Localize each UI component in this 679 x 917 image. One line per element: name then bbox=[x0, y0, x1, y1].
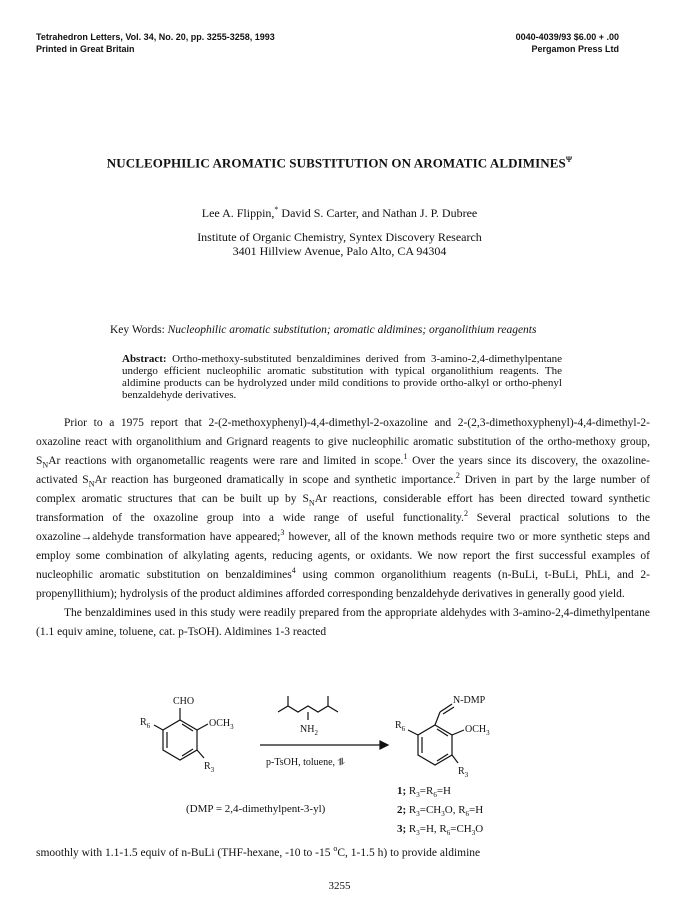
r6-letter: R bbox=[140, 717, 147, 728]
p1-seg: Ar reactions, considerable effort has been directed toward synthetic transformation of the oxazoline group into a wide range of useful functionality. bbox=[36, 493, 651, 524]
nh2-sub: 2 bbox=[314, 729, 318, 737]
publisher-header bbox=[516, 31, 619, 55]
compound-num: 1; bbox=[397, 785, 407, 797]
degree-mark: o bbox=[333, 844, 338, 853]
paragraph-1 bbox=[36, 414, 650, 604]
affiliation-line-1: Institute of Organic Chemistry, Syntex Discovery Research bbox=[197, 230, 482, 244]
p1-sub: N bbox=[88, 479, 95, 489]
body-last-line bbox=[36, 844, 650, 859]
p1-sub: N bbox=[42, 460, 49, 470]
reactant-benzene-ring bbox=[154, 708, 208, 760]
price-code: 0040-4039/93 $6.00 + .00 bbox=[515, 32, 619, 42]
p1-seg: Over the years since its discovery, the oxazoline-activated S bbox=[36, 455, 650, 486]
affiliation-line-2: 3401 Hillview Avenue, Palo Alto, CA 94304 bbox=[232, 244, 447, 258]
compound-subst: $R_3=H$, $R_6=CH_3O$ bbox=[408, 823, 484, 838]
nh2-text: NH bbox=[300, 724, 315, 735]
reactant-cho-label: CHO bbox=[173, 696, 195, 707]
och3-text: OCH bbox=[465, 724, 487, 735]
r6-sub: 6 bbox=[401, 725, 406, 733]
compound-num: 3; bbox=[397, 823, 407, 836]
r6-sub: 6 bbox=[146, 722, 151, 730]
p1-sub: N bbox=[308, 498, 315, 508]
printed-in: Printed in Great Britain bbox=[36, 44, 135, 54]
reaction-conditions: p-TsOH, toluene, ⥮ bbox=[266, 757, 345, 768]
page-number: 3255 bbox=[328, 880, 351, 892]
keywords-label: Key Words: bbox=[110, 324, 165, 336]
p1-seg: however, all of the known methods require two or more synthetic steps and employ some combination of alkylating agents, reducing agents, or oxidants. We now report the first successful examples of nucleophilic aromatic substitution on benzaldimines bbox=[36, 531, 650, 581]
compound-subst: $R_3=CH_3O$, $R_6=H$ bbox=[408, 804, 484, 819]
amine-skeleton bbox=[278, 696, 338, 720]
author-rest: David S. Carter, and Nathan J. P. Dubree bbox=[281, 206, 478, 220]
p1-seg: Ar reactions with organometallic reagents were rare and limited in scope. bbox=[48, 455, 404, 467]
compound-1 bbox=[397, 784, 483, 803]
affiliation bbox=[0, 230, 679, 258]
compound-num: 2; bbox=[397, 804, 407, 817]
compound-subst: $R_3=R_6=H$ bbox=[408, 785, 451, 800]
ref-mark: 2 bbox=[463, 509, 468, 519]
title-text: NUCLEOPHILIC AROMATIC SUBSTITUTION ON AROMATIC ALDIMINES bbox=[106, 155, 566, 171]
reaction-arrow bbox=[260, 741, 388, 749]
ref-mark: 1 bbox=[403, 452, 408, 462]
p1-seg: Several practical solutions to the oxazoline→aldehyde transformation have appeared; bbox=[36, 512, 650, 543]
p1-seg: Prior to a 1975 report that 2-(2-methoxyphenyl)-4,4-dimethyl-2-oxazoline and 2-(2,3-dimethoxyphenyl)-4,4-dimethyl-2-oxazoline react with organolithium and Grignard reagents to give nucleophilic aromatic substitution of the ortho-methoxy group, S bbox=[36, 417, 650, 467]
p1-seg: Driven in part by the large number of complex aromatic structures that can be built up by S bbox=[36, 474, 651, 505]
product-och3-label bbox=[465, 724, 490, 737]
keywords bbox=[110, 324, 630, 336]
author-first: Lee A. Flippin, bbox=[201, 206, 275, 220]
last-line-seg: smoothly with 1.1-1.5 equiv of n-BuLi (THF-hexane, -10 to -15 bbox=[36, 846, 334, 859]
abstract-text: Ortho-methoxy-substituted benzaldimines derived from 3-amino-2,4-dimethylpentane undergo efficient nucleophilic aromatic substitution with typical organolithium reagents. The aldimine products can be hydrolyzed under mild conditions to provide ortho-alkyl or ortho-phenyl benzaldehyde derivatives. bbox=[122, 353, 563, 401]
ref-mark: 2 bbox=[455, 471, 460, 481]
ref-mark: 3 bbox=[280, 528, 285, 538]
corresponding-mark: * bbox=[274, 205, 279, 214]
r3-sub: 3 bbox=[464, 771, 469, 779]
p1-seg: Ar reaction has burgeoned dramatically in scope and synthetic importance. bbox=[94, 474, 456, 486]
r3-letter: R bbox=[204, 761, 211, 772]
och3-sub: 3 bbox=[230, 723, 234, 731]
product-r3-label bbox=[458, 766, 469, 779]
r3-sub: 3 bbox=[210, 766, 215, 774]
och3-sub: 3 bbox=[486, 729, 490, 737]
reactant-och3-label bbox=[209, 718, 234, 731]
compound-2 bbox=[397, 803, 483, 822]
abstract-label: Abstract: bbox=[122, 353, 167, 365]
r3-letter: R bbox=[458, 766, 465, 777]
reactant-r3-label bbox=[204, 761, 215, 774]
amine-nh2-label bbox=[300, 724, 318, 737]
author-list bbox=[0, 205, 679, 221]
compound-list bbox=[397, 784, 483, 842]
journal-citation: Tetrahedron Letters, Vol. 34, No. 20, pp. 3255-3258, 1993 bbox=[36, 32, 275, 42]
och3-text: OCH bbox=[209, 718, 231, 729]
abstract bbox=[122, 353, 562, 401]
last-line-seg: C, 1-1.5 h) to provide aldimine bbox=[337, 846, 481, 859]
product-r6-label bbox=[395, 720, 406, 733]
r6-letter: R bbox=[395, 720, 402, 731]
journal-header bbox=[36, 31, 275, 55]
body-text bbox=[36, 414, 650, 642]
publisher: Pergamon Press Ltd bbox=[531, 44, 619, 54]
p1-seg: using common organolithium reagents (n-BuLi, t-BuLi, PhLi, and 2-propenyllithium); hydrolysis of the product aldimines afforded corresponding benzaldehyde derivatives in generally good yield. bbox=[36, 569, 650, 600]
paper-title bbox=[0, 155, 679, 171]
product-benzene-ring bbox=[408, 704, 464, 765]
dmp-definition: (DMP = 2,4-dimethylpent-3-yl) bbox=[186, 803, 326, 815]
ref-mark: 4 bbox=[291, 566, 296, 576]
product-ndmp-label: N-DMP bbox=[453, 695, 486, 706]
paragraph-2: The benzaldimines used in this study were readily prepared from the appropriate aldehydes with 3-amino-2,4-dimethylpentane (1.1 equiv amine, toluene, cat. p-TsOH). Aldimines 1-3 reacted bbox=[36, 607, 650, 638]
title-footnote-mark: Ψ bbox=[565, 155, 573, 164]
compound-3 bbox=[397, 822, 483, 841]
keywords-text: Nucleophilic aromatic substitution; aromatic aldimines; organolithium reagents bbox=[167, 324, 537, 336]
reactant-r6-label bbox=[140, 717, 151, 730]
